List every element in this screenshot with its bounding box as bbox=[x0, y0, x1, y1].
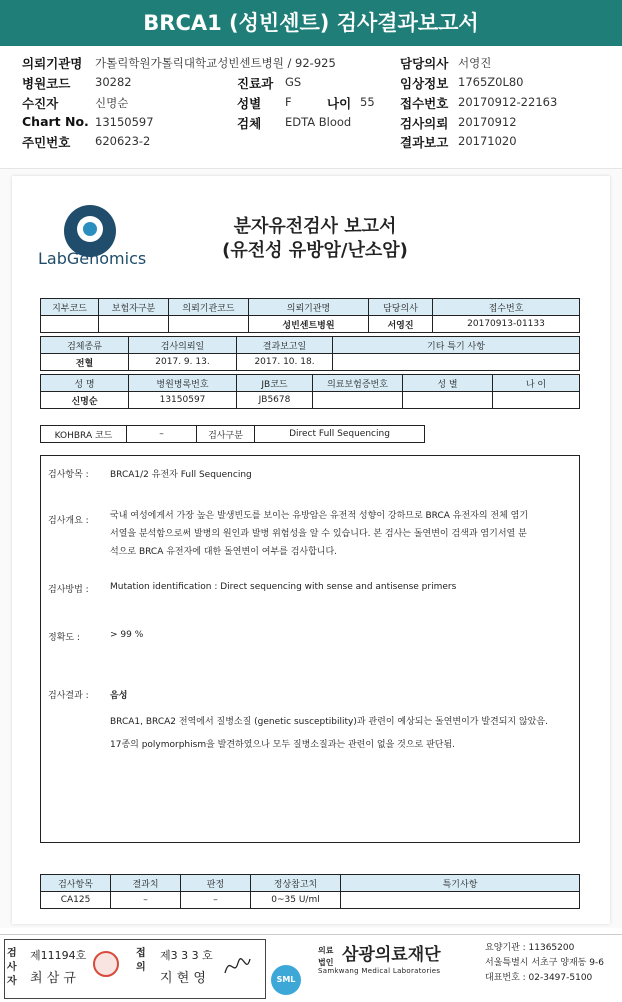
label-sex: 성별 bbox=[237, 96, 262, 111]
label-chart-no: Chart No. bbox=[22, 114, 89, 129]
confirmer-name: 지 현 영 bbox=[160, 971, 206, 986]
org-type-2: 법인 bbox=[318, 958, 334, 967]
value-resident-no: 620623-2 bbox=[95, 134, 151, 148]
grid-cell: 2017. 10. 18. bbox=[237, 354, 333, 371]
grid-cell: 13150597 bbox=[129, 392, 237, 409]
value-department: GS bbox=[285, 75, 302, 89]
grid-cell: 20170913-01133 bbox=[433, 316, 580, 333]
summary-label: 검사개요 : bbox=[48, 516, 89, 526]
labgenomics-wordmark: LabGenomics bbox=[38, 249, 147, 268]
grid-header: 나 이 bbox=[493, 375, 580, 392]
kohbra-table bbox=[40, 425, 425, 443]
summary-line-1: 국내 여성에게서 가장 높은 발생빈도를 보이는 유방암은 유전적 성향이 강하므로 BRCA 유전자의 전체 염기 bbox=[110, 511, 529, 521]
info-table-2 bbox=[40, 336, 580, 371]
value-patient: 신명순 bbox=[95, 96, 129, 110]
label-patient: 수진자 bbox=[22, 96, 59, 111]
summary-line-3: 석으로 BRCA 유전자에 대한 돌연변이 여부를 검사합니다. bbox=[110, 547, 338, 557]
grid-cell: 전혈 bbox=[41, 354, 129, 371]
marker-cell: – bbox=[181, 892, 251, 909]
kohbra-label: KOHBRA 코드 bbox=[41, 426, 127, 443]
grid-header: 성 별 bbox=[403, 375, 493, 392]
label-request-date: 검사의뢰 bbox=[400, 116, 449, 131]
test-type-label: 검사구분 bbox=[197, 426, 255, 443]
value-chart-no: 13150597 bbox=[95, 115, 154, 129]
grid-cell bbox=[333, 354, 580, 371]
value-clinical-info: 1765Z0L80 bbox=[458, 75, 524, 89]
label-hospital-code: 병원코드 bbox=[22, 76, 71, 91]
label-department: 진료과 bbox=[237, 76, 274, 91]
grid-header: 의뢰기관명 bbox=[249, 299, 369, 316]
value-requester: 가톨릭학원가톨릭대학교성빈센트병원 / 92-925 bbox=[95, 56, 336, 70]
summary-line-2: 서열을 분석함으로써 발병의 원인과 발병 위험성을 알 수 있습니다. 본 검사는 돌연변이 검색과 염기서열 분 bbox=[110, 529, 527, 539]
test-item-label: 검사항목 : bbox=[48, 470, 89, 480]
marker-header: 검사항목 bbox=[41, 875, 111, 892]
value-hospital-code: 30282 bbox=[95, 75, 132, 89]
grid-header: JB코드 bbox=[237, 375, 313, 392]
grid-header: 의료보험증번호 bbox=[313, 375, 403, 392]
examiner-license: 제11194호 bbox=[30, 949, 87, 962]
grid-header: 접수번호 bbox=[433, 299, 580, 316]
confirm-caption: 접의 bbox=[136, 948, 146, 973]
patient-header bbox=[0, 46, 622, 156]
marker-table bbox=[40, 874, 580, 909]
examiner-name: 최 삼 규 bbox=[30, 971, 76, 986]
grid-cell bbox=[493, 392, 580, 409]
value-specimen: EDTA Blood bbox=[285, 115, 352, 129]
grid-cell: 성빈센트병원 bbox=[249, 316, 369, 333]
grid-cell bbox=[169, 316, 249, 333]
grid-cell: JB5678 bbox=[237, 392, 313, 409]
signature-icon bbox=[222, 953, 252, 979]
kohbra-value: – bbox=[127, 426, 197, 443]
result-value: 음성 bbox=[110, 691, 128, 701]
result-detail-1: BRCA1, BRCA2 전역에서 질병소질 (genetic susceptibility)과 관련이 예상되는 돌연변이가 발견되지 않았음. bbox=[110, 717, 548, 727]
result-label: 검사결과 : bbox=[48, 691, 89, 701]
org-english-name: Samkwang Medical Laboratories bbox=[318, 967, 441, 975]
seal-stamp-icon bbox=[93, 951, 119, 977]
grid-header: 성 명 bbox=[41, 375, 129, 392]
result-detail-2: 17종의 polymorphism을 발견하였으나 모두 질병소질과는 관련이 없을 것으로 판단됨. bbox=[110, 740, 456, 750]
accuracy-value: > 99 % bbox=[110, 630, 144, 640]
label-specimen: 검체 bbox=[237, 116, 262, 131]
marker-header: 판정 bbox=[181, 875, 251, 892]
marker-cell: CA125 bbox=[41, 892, 111, 909]
report-banner-title: BRCA1 (성빈센트) 검사결과보고서 bbox=[0, 0, 622, 46]
grid-header: 의뢰기관코드 bbox=[169, 299, 249, 316]
label-resident-no: 주민번호 bbox=[22, 135, 71, 150]
report-title: 분자유전검사 보고서 bbox=[233, 216, 397, 237]
value-doctor: 서영진 bbox=[458, 56, 492, 70]
method-label: 검사방법 : bbox=[48, 585, 89, 595]
marker-cell: – bbox=[111, 892, 181, 909]
grid-header: 기타 특기 사항 bbox=[333, 337, 580, 354]
grid-header: 보험자구분 bbox=[99, 299, 169, 316]
label-report-date: 결과보고 bbox=[400, 135, 449, 150]
org-type-1: 의료 bbox=[318, 946, 334, 955]
method-value: Mutation identification : Direct sequencing with sense and antisense primers bbox=[110, 582, 457, 592]
marker-cell: 0~35 U/ml bbox=[251, 892, 341, 909]
grid-cell: 서영진 bbox=[369, 316, 433, 333]
marker-header: 정상참고치 bbox=[251, 875, 341, 892]
info-table-1 bbox=[40, 298, 580, 333]
grid-cell: 2017. 9. 13. bbox=[129, 354, 237, 371]
grid-cell bbox=[41, 316, 99, 333]
org-institution-no: 요양기관 : 11365200 bbox=[485, 943, 575, 953]
marker-header: 결과치 bbox=[111, 875, 181, 892]
accuracy-label: 정확도 : bbox=[48, 633, 80, 643]
marker-cell bbox=[341, 892, 580, 909]
grid-cell bbox=[403, 392, 493, 409]
grid-header: 지부코드 bbox=[41, 299, 99, 316]
org-name: 삼광의료재단 bbox=[342, 945, 441, 965]
examiner-caption: 검사자 bbox=[7, 948, 17, 987]
test-type-value: Direct Full Sequencing bbox=[255, 426, 425, 443]
info-table-3 bbox=[40, 374, 580, 409]
confirmer-license: 제3 3 3 호 bbox=[160, 949, 213, 962]
value-request-date: 20170912 bbox=[458, 115, 517, 129]
value-sex: F bbox=[285, 95, 292, 109]
label-requester: 의뢰기관명 bbox=[22, 56, 83, 71]
value-receipt-no: 20170912-22163 bbox=[458, 95, 558, 109]
grid-header: 검사의뢰일 bbox=[129, 337, 237, 354]
test-item-value: BRCA1/2 유전자 Full Sequencing bbox=[110, 470, 252, 480]
label-receipt-no: 접수번호 bbox=[400, 96, 449, 111]
org-phone: 대표번호 : 02-3497-5100 bbox=[485, 973, 593, 983]
label-doctor: 담당의사 bbox=[400, 56, 449, 71]
grid-header: 담당의사 bbox=[369, 299, 433, 316]
sml-logo-icon: SML bbox=[271, 965, 301, 995]
grid-header: 검체종류 bbox=[41, 337, 129, 354]
marker-header: 특기사항 bbox=[341, 875, 580, 892]
grid-cell bbox=[313, 392, 403, 409]
grid-cell: 신명순 bbox=[41, 392, 129, 409]
label-age: 나이 bbox=[327, 96, 352, 111]
value-age: 55 bbox=[360, 95, 375, 109]
grid-header: 병원병록번호 bbox=[129, 375, 237, 392]
grid-cell bbox=[99, 316, 169, 333]
report-subtitle: (유전성 유방암/난소암) bbox=[222, 240, 408, 261]
value-report-date: 20171020 bbox=[458, 134, 517, 148]
grid-header: 결과보고일 bbox=[237, 337, 333, 354]
org-address: 서울특별시 서초구 양재동 9-6 bbox=[485, 958, 604, 968]
label-clinical-info: 임상정보 bbox=[400, 76, 449, 91]
